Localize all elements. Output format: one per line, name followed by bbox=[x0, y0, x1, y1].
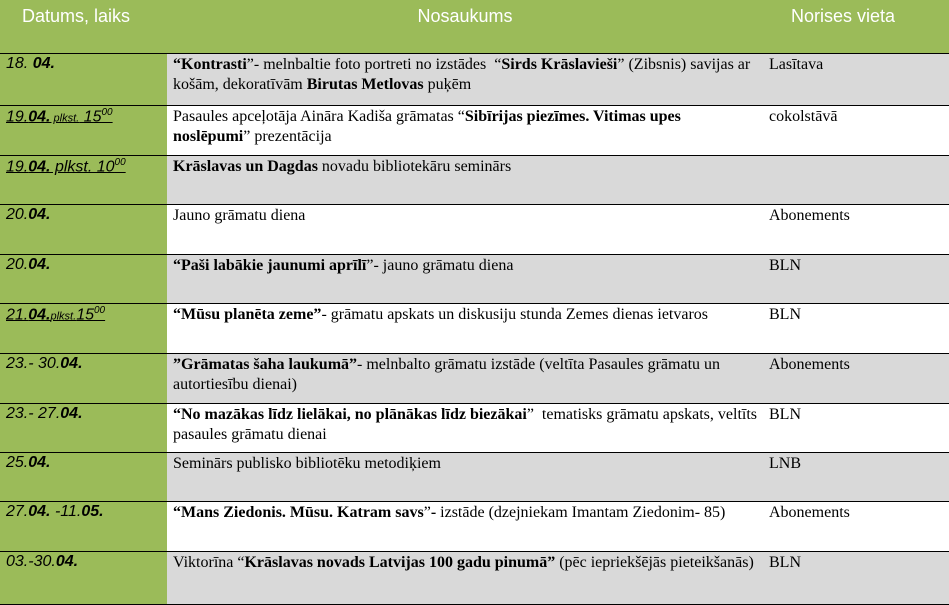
name-cell: Pasaules apceļotāja Aināra Kadiša grāmatas “Sibīrijas piezīmes. Vitimas upes noslēpumi” prezentācija bbox=[167, 106, 763, 156]
place-cell: Abonements bbox=[763, 205, 949, 255]
name-cell: ”Grāmatas šaha laukumā”- melnbalto grāmatu izstāde (veltīta Pasaules grāmatu un autortiesību dienai) bbox=[167, 354, 763, 404]
header-name: Nosaukums bbox=[167, 0, 763, 54]
header-place: Norises vieta bbox=[763, 0, 949, 54]
place-cell: cokolstāvā bbox=[763, 106, 949, 156]
date-cell: 03.-30.04. bbox=[0, 552, 167, 605]
date-cell: 18. 04. bbox=[0, 54, 167, 106]
place-cell bbox=[763, 156, 949, 205]
date-cell: 27.04. -11.05. bbox=[0, 502, 167, 552]
table-row bbox=[0, 453, 949, 502]
table-row bbox=[0, 255, 949, 304]
name-cell: Seminārs publisko bibliotēku metodiķiem bbox=[167, 453, 763, 502]
place-cell: BLN bbox=[763, 404, 949, 453]
date-cell: 19.04. plkst. $10^{00}$ bbox=[0, 156, 167, 205]
date-cell: 23.- 30.04. bbox=[0, 354, 167, 404]
name-cell: “Mans Ziedonis. Mūsu. Katram savs”- izstāde (dzejniekam Imantam Ziedonim- 85) bbox=[167, 502, 763, 552]
header-date: Datums, laiks bbox=[0, 0, 167, 54]
table-row bbox=[0, 502, 949, 552]
date-cell: $21.04.plkst.15^{00}$ bbox=[0, 304, 167, 354]
place-cell: BLN bbox=[763, 255, 949, 304]
name-cell: “Kontrasti”- melnbaltie foto portreti no izstādes “Sirds Krāslavieši” (Zibsnis) savijas ar košām, dekoratīvām Birutas Metlovas puķēm bbox=[167, 54, 763, 106]
place-cell: BLN bbox=[763, 304, 949, 354]
name-cell: “Mūsu planēta zeme”- grāmatu apskats un diskusiju stunda Zemes dienas ietvaros bbox=[167, 304, 763, 354]
place-cell: Abonements bbox=[763, 502, 949, 552]
name-cell: “No mazākas līdz lielākai, no plānākas līdz biezākai” tematisks grāmatu apskats, veltīts pasaules grāmatu dienai bbox=[167, 404, 763, 453]
table-row bbox=[0, 354, 949, 404]
table-row bbox=[0, 552, 949, 605]
place-cell: Abonements bbox=[763, 354, 949, 404]
date-cell: 23.- 27.04. bbox=[0, 404, 167, 453]
name-cell: “Paši labākie jaunumi aprīlī”- jauno grāmatu diena bbox=[167, 255, 763, 304]
date-cell: 19.04. plkst. $15^{00}$ bbox=[0, 106, 167, 156]
place-cell: LNB bbox=[763, 453, 949, 502]
table-row bbox=[0, 156, 949, 205]
name-cell: Krāslavas un Dagdas novadu bibliotekāru seminārs bbox=[167, 156, 763, 205]
table-row bbox=[0, 106, 949, 156]
name-cell: Viktorīna “Krāslavas novads Latvijas 100 gadu pinumā” (pēc iepriekšējās pieteikšanās) bbox=[167, 552, 763, 605]
name-cell: Jauno grāmatu diena bbox=[167, 205, 763, 255]
table-row bbox=[0, 404, 949, 453]
place-cell: Lasītava bbox=[763, 54, 949, 106]
date-cell: 20.04. bbox=[0, 255, 167, 304]
table-row bbox=[0, 205, 949, 255]
table-row bbox=[0, 54, 949, 106]
place-cell: BLN bbox=[763, 552, 949, 605]
date-cell: 20.04. bbox=[0, 205, 167, 255]
date-cell: 25.04. bbox=[0, 453, 167, 502]
table-row bbox=[0, 304, 949, 354]
header-row bbox=[0, 0, 949, 54]
